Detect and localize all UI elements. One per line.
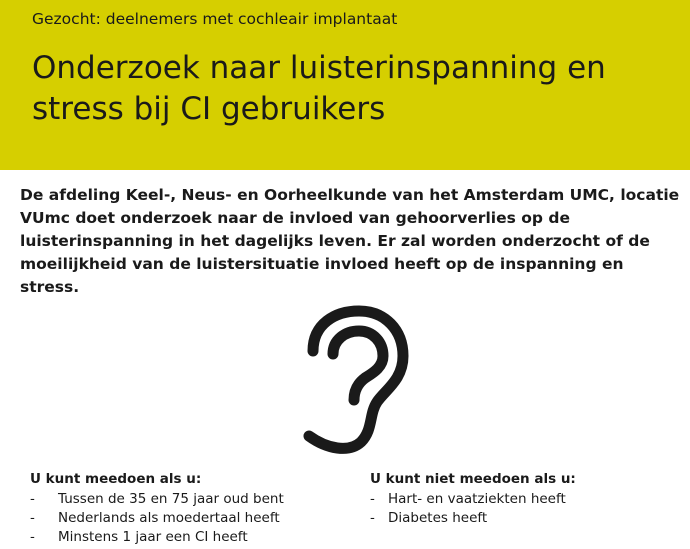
not-eligible-heading: U kunt niet meedoen als u: (370, 471, 576, 487)
eligible-heading: U kunt meedoen als u: (30, 471, 202, 487)
list-item-text: Nederlands als moedertaal heeft (58, 510, 280, 526)
not-eligible-section (370, 470, 670, 528)
list-item-text: Tussen de 35 en 75 jaar oud bent (58, 491, 284, 507)
intro-paragraph: De afdeling Keel-, Neus- en Oorheelkunde van het Amsterdam UMC, locatie VUmc doet onderzoek naar de invloed van gehoorverlies op de luisterinspanning in het dagelijks leven. Er zal worden onderzocht of de moeilijkheid van de luistersituatie invloed heeft op de inspanning en stress. (20, 186, 680, 296)
bullet-dash: - (30, 529, 35, 545)
bullet-dash: - (30, 491, 35, 507)
header-subtitle: Gezocht: deelnemers met cochleair implantaat (32, 10, 398, 28)
bullet-dash: - (370, 510, 375, 526)
list-item (370, 509, 670, 528)
page-title: Onderzoek naar luisterinspanning en stress bij CI gebruikers (32, 50, 606, 127)
list-item (30, 528, 350, 547)
header-banner (0, 0, 690, 170)
list-item (30, 490, 350, 509)
bullet-dash: - (370, 491, 375, 507)
eligible-list (30, 490, 350, 547)
list-item-text: Diabetes heeft (388, 510, 488, 526)
list-item-text: Hart- en vaatziekten heeft (388, 491, 566, 507)
list-item (30, 509, 350, 528)
not-eligible-list (370, 490, 670, 528)
eligible-section (30, 470, 350, 547)
list-item (370, 490, 670, 509)
ear-icon (297, 304, 417, 456)
bullet-dash: - (30, 510, 35, 526)
list-item-text: Minstens 1 jaar een CI heeft (58, 529, 248, 545)
